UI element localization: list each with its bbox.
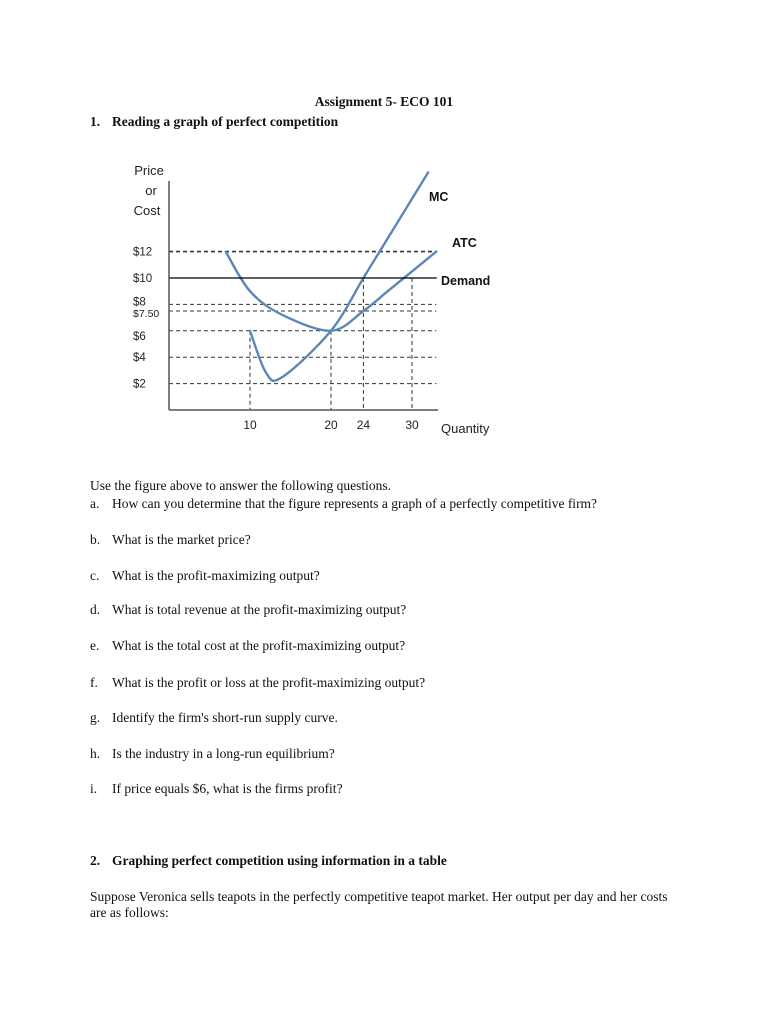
question-h-letter: h. (90, 746, 101, 761)
question-f (90, 675, 425, 691)
question-c-text: What is the profit-maximizing output? (112, 568, 320, 583)
question-i (90, 781, 343, 797)
question-h-text: Is the industry in a long-run equilibrium? (112, 746, 335, 761)
question-d-text: What is total revenue at the profit-maximizing output? (112, 602, 407, 617)
question-b-text: What is the market price? (112, 532, 251, 547)
question-d (90, 602, 406, 618)
question-f-text: What is the profit or loss at the profit-maximizing output? (112, 675, 426, 690)
y-tick-label: $7.50 (133, 308, 160, 320)
question-b (90, 532, 251, 548)
section-1-number: 1. (90, 114, 101, 129)
x-axis-label: Quantity (441, 421, 490, 436)
question-g-letter: g. (90, 710, 101, 725)
question-a-letter: a. (90, 496, 100, 511)
section-2-heading (90, 853, 447, 869)
mc-curve-label: MC (429, 190, 449, 204)
question-c-letter: c. (90, 568, 100, 583)
y-axis-label-line-3: Cost (133, 203, 161, 218)
question-a (90, 496, 597, 512)
x-tick-label: 20 (324, 418, 338, 432)
y-tick-label: $6 (133, 330, 146, 343)
question-e-letter: e. (90, 638, 100, 653)
document-title: Assignment 5- ECO 101 (314, 94, 454, 109)
question-i-text: If price equals $6, what is the firms profit? (112, 781, 343, 796)
question-e (90, 638, 405, 654)
y-tick-label: $12 (133, 246, 153, 259)
demand-curve-label: Demand (441, 274, 491, 288)
atc-curve (226, 252, 437, 331)
question-i-letter: i. (90, 781, 98, 796)
section-2-number: 2. (90, 853, 101, 868)
y-axis-label-line-2: or (145, 183, 157, 198)
y-tick-label: $4 (133, 352, 146, 365)
y-axis-label-line-1: Price (134, 163, 164, 178)
y-tick-label: $2 (133, 378, 146, 391)
question-d-letter: d. (90, 602, 101, 617)
y-tick-label: $8 (133, 296, 146, 309)
question-e-text: What is the total cost at the profit-maximizing output? (112, 638, 406, 653)
question-g-text: Identify the firm's short-run supply curve. (112, 710, 338, 725)
section-2-title: Graphing perfect competition using information in a table (112, 853, 447, 868)
figure-instructions: Use the figure above to answer the following questions. (90, 478, 392, 493)
atc-curve-label: ATC (452, 236, 477, 250)
question-f-letter: f. (90, 675, 98, 690)
mc-curve (250, 172, 428, 380)
cost-curve-chart (0, 0, 768, 460)
x-tick-label: 10 (243, 418, 257, 432)
question-h (90, 746, 335, 762)
question-b-letter: b. (90, 532, 101, 547)
y-tick-label: $10 (133, 273, 153, 285)
question-g (90, 710, 338, 726)
x-tick-label: 30 (405, 418, 419, 432)
section-2-paragraph: Suppose Veronica sells teapots in the perfectly competitive teapot market. Her output per day and her costs are as follows: (90, 889, 668, 920)
x-tick-label: 24 (356, 418, 371, 432)
question-c (90, 568, 320, 584)
question-a-text: How can you determine that the figure represents a graph of a perfectly competitive firm? (112, 496, 598, 511)
section-1-title: Reading a graph of perfect competition (112, 114, 339, 129)
